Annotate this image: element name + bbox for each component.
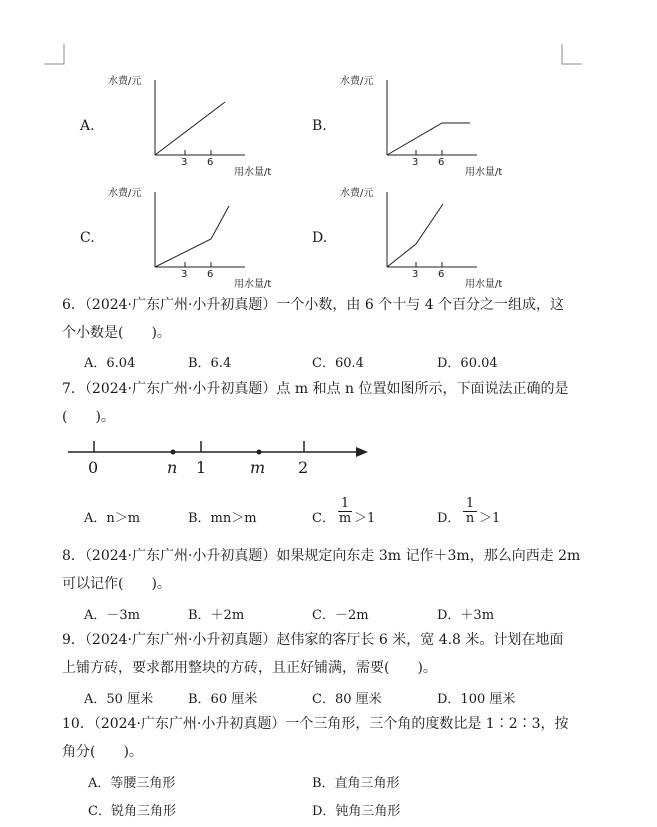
graph-d-tick-3: 3 [412,269,419,280]
option-c-letter[interactable]: C. [80,230,95,246]
q7-stem-line2: ( )。 [62,409,115,425]
q10-option-b[interactable]: B．直角三角形 [312,776,400,791]
q8-option-a[interactable]: A．－3m [84,608,140,623]
q6-stem-line2: 个小数是( )。 [62,325,171,341]
q9-stem-line1: 9．（2024·广东广州·小升初真题）赵伟家的客厅长 6 米，宽 4.8 米。计划在地面 [62,632,564,648]
q6-option-c[interactable]: C．60.4 [312,356,364,371]
q7-option-d-numerator: 1 [463,497,477,512]
graph-a-x-label: 用水量/t [234,167,272,178]
graph-b-tick-6: 6 [438,157,445,168]
q10-option-a[interactable]: A．等腰三角形 [88,776,176,791]
point-m [257,450,262,455]
q6-option-d[interactable]: D．60.04 [437,356,498,371]
option-b-letter[interactable]: B. [312,118,327,134]
point-n [171,450,176,455]
q6-option-b[interactable]: B．6.4 [188,356,232,371]
graph-c-tick-6: 6 [207,269,214,280]
q6-stem-line1: 6．（2024·广东广州·小升初真题）一个小数，由 6 个十与 4 个百分之一组成，这 [62,297,565,313]
graph-d-tick-6: 6 [438,269,445,280]
graph-d-y-label: 水费/元 [340,188,374,199]
graph-c-x-label: 用水量/t [234,279,272,290]
q10-option-c[interactable]: C．锐角三角形 [88,804,176,819]
q8-stem-line1: 8．（2024·广东广州·小升初真题）如果规定向东走 3m 记作＋3m，那么向西走 2m [62,548,581,564]
q7-option-c-denominator: m [338,511,352,526]
q8-stem-line2: 可以记作( )。 [62,576,171,592]
numberline-label-2: 2 [298,458,309,477]
q7-option-c-fraction [338,497,352,526]
q7-option-d-prefix: D． [437,511,461,526]
option-a-letter[interactable]: A. [80,118,95,134]
q7-option-c-suffix: ＞1 [354,511,376,526]
graph-b-x-label: 用水量/t [465,167,503,178]
graph-a-tick-6: 6 [207,157,214,168]
q7-option-b[interactable]: B．mn＞m [188,511,257,526]
q9-option-b[interactable]: B．60 厘米 [188,692,258,707]
graph-c-tick-3: 3 [181,269,188,280]
numberline-label-0: 0 [88,458,99,477]
q10-stem-line1: 10．（2024·广东广州·小升初真题）一个三角形，三个角的度数比是 1∶2∶3，按 [62,716,569,732]
q7-stem-line1: 7．（2024·广东广州·小升初真题）点 m 和点 n 位置如图所示，下面说法正确的是 [62,381,569,397]
graph-b-y-label: 水费/元 [340,76,374,87]
q8-option-b[interactable]: B．＋2m [188,608,245,623]
graph-c-y-label: 水费/元 [108,188,142,199]
numberline-label-n: n [167,458,178,477]
graph-b-tick-3: 3 [412,157,419,168]
q8-option-d[interactable]: D．＋3m [437,608,495,623]
option-d-letter[interactable]: D. [312,230,328,246]
numberline-label-1: 1 [196,458,207,477]
q7-option-d-suffix: ＞1 [479,511,501,526]
q6-option-a[interactable]: A．6.04 [84,356,136,371]
q9-option-d[interactable]: D．100 厘米 [437,692,516,707]
graph-d-x-label: 用水量/t [465,279,503,290]
q7-option-a[interactable]: A．n＞m [84,511,141,526]
q7-option-d-fraction [463,497,477,526]
numberline-label-m: m [250,458,266,477]
q7-option-c-prefix: C． [312,511,335,526]
q7-option-c-numerator: 1 [338,497,352,512]
q10-stem-line2: 角分( )。 [62,744,143,760]
q10-option-d[interactable]: D．钝角三角形 [312,804,401,819]
graph-a-y-label: 水费/元 [108,76,142,87]
q8-option-c[interactable]: C．－2m [312,608,369,623]
q7-option-d-denominator: n [465,511,475,526]
q9-option-c[interactable]: C．80 厘米 [312,692,382,707]
graph-a-tick-3: 3 [181,157,188,168]
q9-stem-line2: 上铺方砖，要求都用整块的方砖，且正好铺满，需要( )。 [62,660,437,676]
q9-option-a[interactable]: A．50 厘米 [84,692,154,707]
